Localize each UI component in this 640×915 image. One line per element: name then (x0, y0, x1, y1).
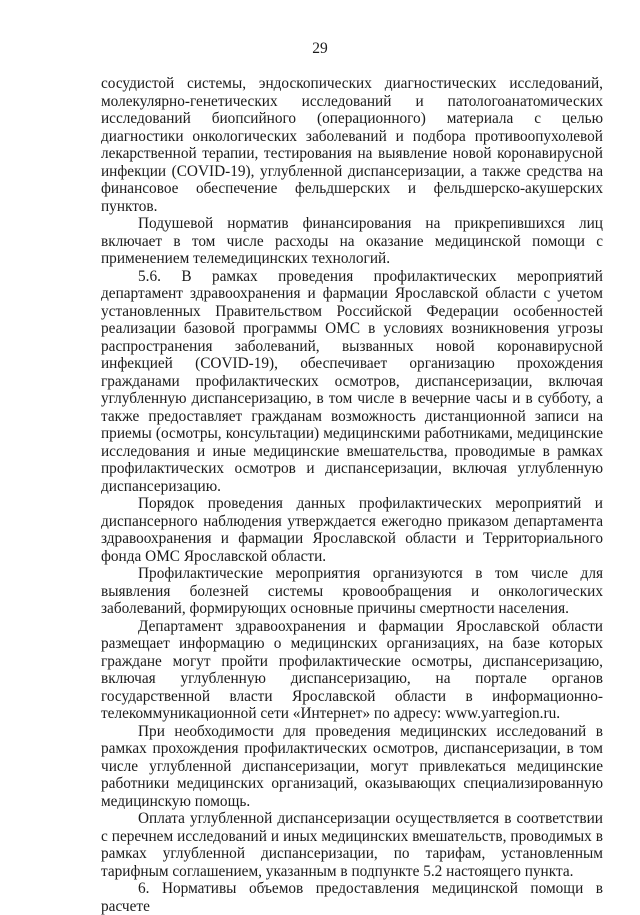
document-body (101, 75, 603, 915)
paragraph-procedure: Порядок проведения данных профилактических мероприятий и диспансерного наблюдения утверждается ежегодно приказом департамента здравоохранения и фармации Ярославской области и Территориального фонда ОМС Ярославской области. (101, 495, 603, 565)
paragraph-5-6: 5.6. В рамках проведения профилактических мероприятий департамент здравоохранения и фармации Ярославской области с учетом установленных Правительством Российской Федерации особенностей реализации базовой программы ОМС в условиях возникновения угрозы распространения заболеваний, вызванных новой коронавирусной инфекцией (COVID-19), обеспечивает организацию прохождения гражданами профилактических осмотров, диспансеризации, включая углубленную диспансеризацию, в том числе в вечерние часы и в субботу, а также предоставляет гражданам возможность дистанционной записи на приемы (осмотры, консультации) медицинскими работниками, медицинские исследования и иные медицинские вмешательства, проводимые в рамках профилактических осмотров и диспансеризации, включая углубленную диспансеризацию. (101, 267, 603, 495)
page-number: 29 (312, 40, 328, 57)
paragraph-per-capita-norm: Подушевой норматив финансирования на прикрепившихся лиц включает в том числе расходы на оказание медицинской помощи с применением телемедицинских технологий. (101, 215, 603, 267)
paragraph-payment: Оплата углубленной диспансеризации осуществляется в соответствии с перечнем исследований и иных медицинских вмешательств, проводимых в рамках углубленной диспансеризации, по тарифам, установленным тарифным соглашением, указанным в подпункте 5.2 настоящего пункта. (101, 810, 603, 880)
paragraph-continuation: сосудистой системы, эндоскопических диагностических исследований, молекулярно-генетических исследований и патологоанатомических исследований биопсийного (операционного) материала с целью диагностики онкологических заболеваний и подбора противоопухолевой лекарственной терапии, тестирования на выявление новой коронавирусной инфекции (COVID-19), углубленной диспансеризации, а также средства на финансовое обеспечение фельдшерских и фельдшерско-акушерских пунктов. (101, 75, 603, 215)
paragraph-6-heading: 6. Нормативы объемов предоставления медицинской помощи в расчете (101, 880, 603, 915)
paragraph-preventive-measures: Профилактические мероприятия организуются в том числе для выявления болезней системы кровообращения и онкологических заболеваний, формирующих основные причины смертности населения. (101, 565, 603, 617)
paragraph-department-info: Департамент здравоохранения и фармации Ярославской области размещает информацию о медицинских организациях, на базе которых граждане могут пройти профилактические осмотры, диспансеризацию, включая углубленную диспансеризацию, на портале органов государственной власти Ярославской области в информационно-телекоммуникационной сети «Интернет» по адресу: www.yarregion.ru. (101, 617, 603, 722)
paragraph-medical-research: При необходимости для проведения медицинских исследований в рамках прохождения профилактических осмотров, диспансеризации, в том числе углубленной диспансеризации, могут привлекаться медицинские работники медицинских организаций, оказывающих специализированную медицинскую помощь. (101, 722, 603, 810)
